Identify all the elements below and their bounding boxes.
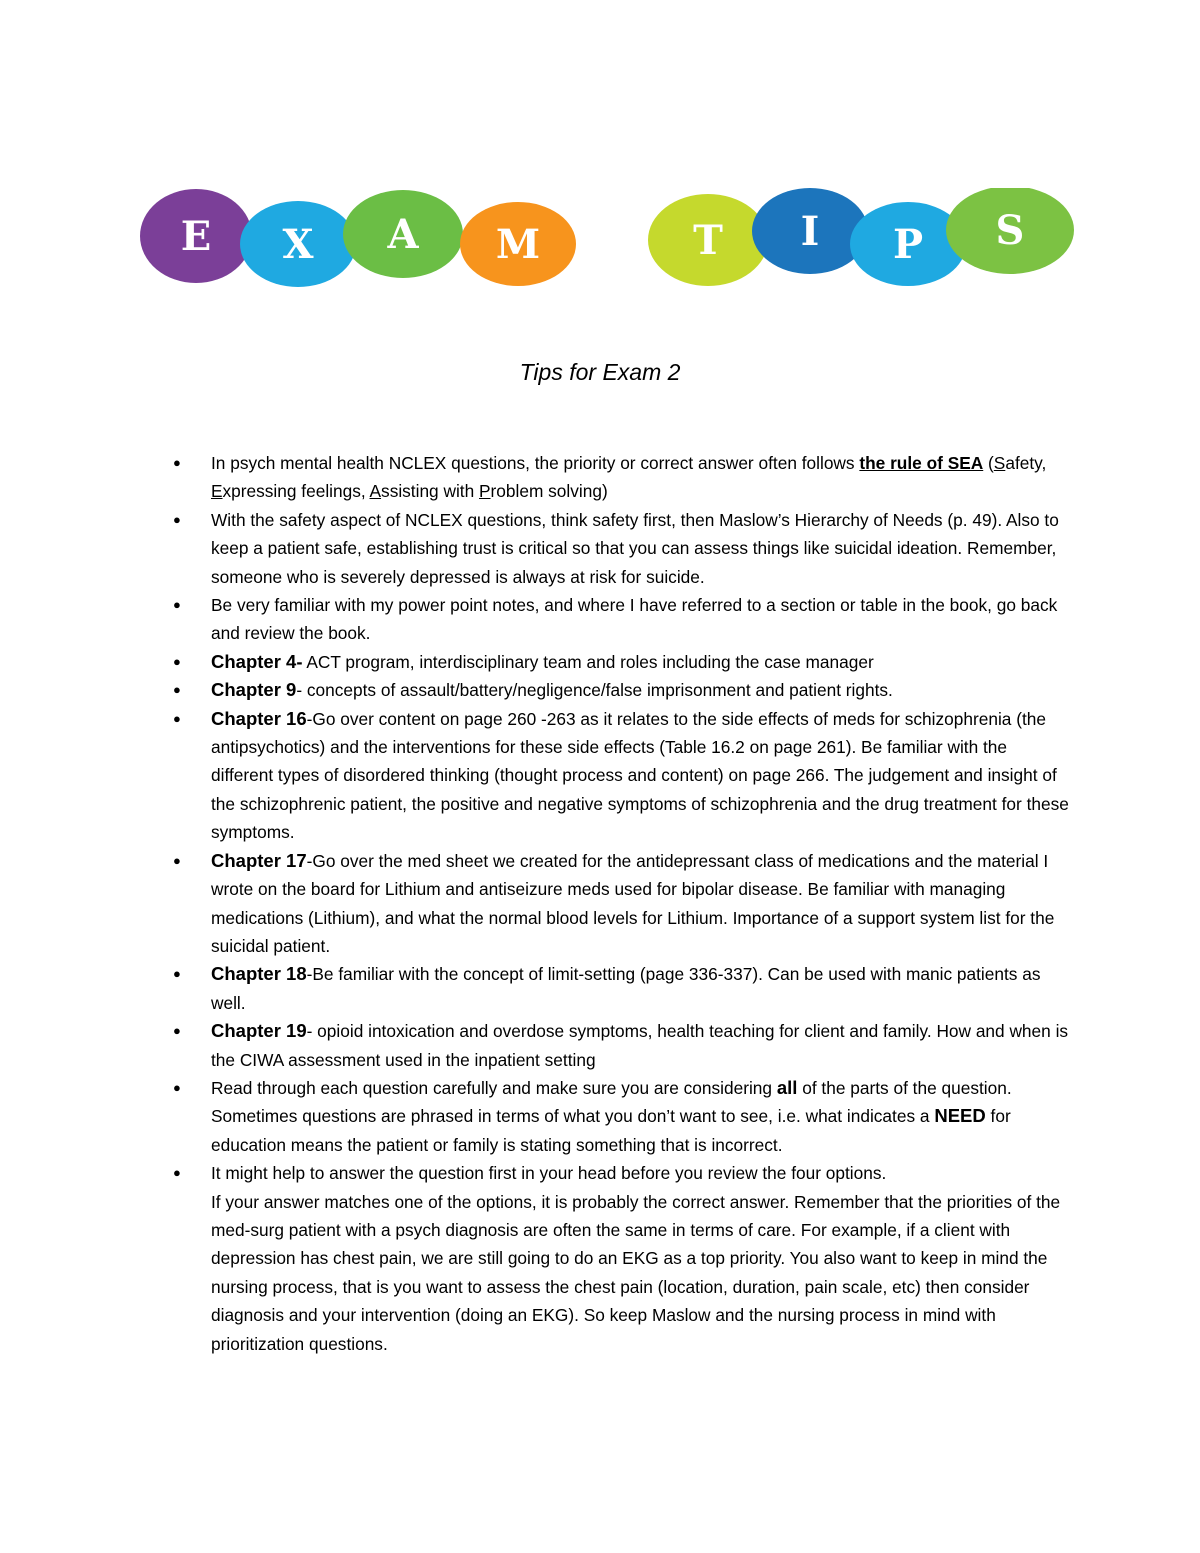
- letter-p: P: [892, 221, 924, 268]
- acronym-letter: P: [479, 481, 491, 502]
- exam-tips-banner: [138, 188, 1078, 288]
- tip-text: - opioid intoxication and overdose symptoms, health teaching for client and family. How and when is the CIWA assessment used in the inpatient setting: [211, 1021, 1069, 1070]
- tip-text: With the safety aspect of NCLEX questions, think safety first, then Maslow’s Hierarchy of Needs (p. 49). Also to keep a patient safe, establishing trust is critical so that you can assess things like suicidal ideation. Remember, someone who is severely depressed is always at risk for suicide.: [211, 509, 1059, 587]
- tip-chapter-19: [173, 1017, 1069, 1074]
- tip-chapter-18: [173, 960, 1069, 1017]
- tip-text: -Be familiar with the concept of limit-setting (page 336-337). Can be used with manic patients as well.: [211, 964, 1041, 1013]
- emphasis-need: NEED: [934, 1105, 986, 1127]
- tip-text: -Go over the med sheet we created for the antidepressant class of medications and the material I wrote on the board for Lithium and antiseizure meds used for bipolar disease. Be familiar with managing medications (Lithium), and what the normal blood levels for Lithium. Importance of a support system list for the suicidal patient.: [211, 850, 1055, 956]
- letter-t: T: [693, 217, 723, 264]
- tip-text: In psych mental health NCLEX questions, the priority or correct answer often follows: [211, 453, 860, 473]
- letter-x: X: [282, 221, 314, 268]
- chapter-label: Chapter 18: [211, 963, 307, 985]
- tip-safety: [173, 506, 1069, 591]
- emphasis-all: all: [776, 1076, 798, 1098]
- tip-text: of the parts of the question. Sometimes questions are phrased in terms of what you don’t want to see, i.e. what indicates a: [211, 1077, 1012, 1127]
- tip-text: (: [983, 453, 994, 473]
- tip-text: for education means the patient or family is stating something that is incorrect.: [211, 1106, 1011, 1155]
- bullet-icon: ●: [173, 710, 181, 726]
- tip-text: - concepts of assault/battery/negligence/false imprisonment and patient rights.: [296, 680, 893, 701]
- chapter-label: Chapter 9: [211, 679, 297, 701]
- exam-tips-logo: [138, 188, 1078, 288]
- tip-text: roblem solving): [490, 481, 608, 502]
- tip-chapter-9: [173, 676, 1069, 704]
- rule-of-sea: the rule of SEA: [859, 453, 984, 473]
- tip-text: ssisting with: [381, 481, 480, 502]
- chapter-label: Chapter 16: [211, 707, 307, 729]
- tip-sea-rule: [173, 449, 1069, 506]
- acronym-letter: A: [369, 481, 382, 502]
- bullet-icon: ●: [173, 1165, 181, 1181]
- tips-list: [173, 449, 1069, 1358]
- tip-text: xpressing feelings,: [222, 481, 370, 502]
- bullet-icon: ●: [173, 511, 181, 527]
- tip-text: It might help to answer the question first in your head before you review the four options.: [211, 1163, 887, 1184]
- bullet-icon: ●: [173, 1023, 181, 1039]
- acronym-letter: E: [211, 481, 223, 502]
- letter-s: S: [995, 207, 1025, 254]
- bullet-icon: ●: [173, 455, 181, 470]
- tip-chapter-16: [173, 705, 1069, 847]
- letter-a: A: [387, 211, 419, 258]
- tip-text: afety,: [1005, 453, 1047, 473]
- acronym-letter: S: [993, 453, 1006, 473]
- chapter-label: Chapter 17: [211, 849, 307, 871]
- tip-text: If your answer matches one of the options, it is probably the correct answer. Remember that the priorities of the med-surg patient with a psych diagnosis are often the same in terms of care. For example, if a client with depression has chest pain, we are still going to do an EKG as a top priority. You also want to keep in mind the nursing process, that is you want to assess the chest pain (location, duration, pain scale, etc) then consider diagnosis and your intervention (doing an EKG). So keep Maslow and the nursing process in mind with prioritization questions.: [211, 1191, 1061, 1354]
- bullet-icon: ●: [173, 1079, 181, 1095]
- letter-i: I: [800, 208, 820, 255]
- tip-text: ACT program, interdisciplinary team and roles including the case manager: [302, 651, 874, 672]
- bullet-icon: ●: [173, 966, 181, 982]
- bullet-icon: ●: [173, 682, 181, 698]
- tip-text: -Go over content on page 260 -263 as it relates to the side effects of meds for schizophrenia (the antipsychotics) and the interventions for these side effects (Table 16.2 on page 261). Be familiar with the different types of disordered thinking (thought process and content) on page 266. The judgement and insight of the schizophrenic patient, the positive and negative symptoms of schizophrenia and the drug treatment for these symptoms.: [211, 708, 1069, 843]
- tip-chapter-17: [173, 847, 1069, 961]
- tip-text: Be very familiar with my power point notes, and where I have referred to a section or table in the book, go back and review the book.: [211, 595, 1058, 644]
- bullet-icon: ●: [173, 852, 181, 868]
- tip-text: Read through each question carefully and make sure you are considering: [211, 1077, 777, 1098]
- tip-answer-first: [173, 1159, 1069, 1358]
- chapter-label: Chapter 19: [211, 1020, 307, 1042]
- tip-power-point: [173, 591, 1069, 648]
- chapter-label: Chapter 4-: [211, 650, 303, 672]
- tip-read-carefully: [173, 1074, 1069, 1159]
- letter-e: E: [180, 213, 212, 260]
- bullet-icon: ●: [173, 653, 181, 669]
- letter-m: M: [495, 221, 541, 268]
- bullet-icon: ●: [173, 597, 181, 613]
- page-title: Tips for Exam 2: [519, 359, 681, 385]
- tip-chapter-4: [173, 648, 1069, 676]
